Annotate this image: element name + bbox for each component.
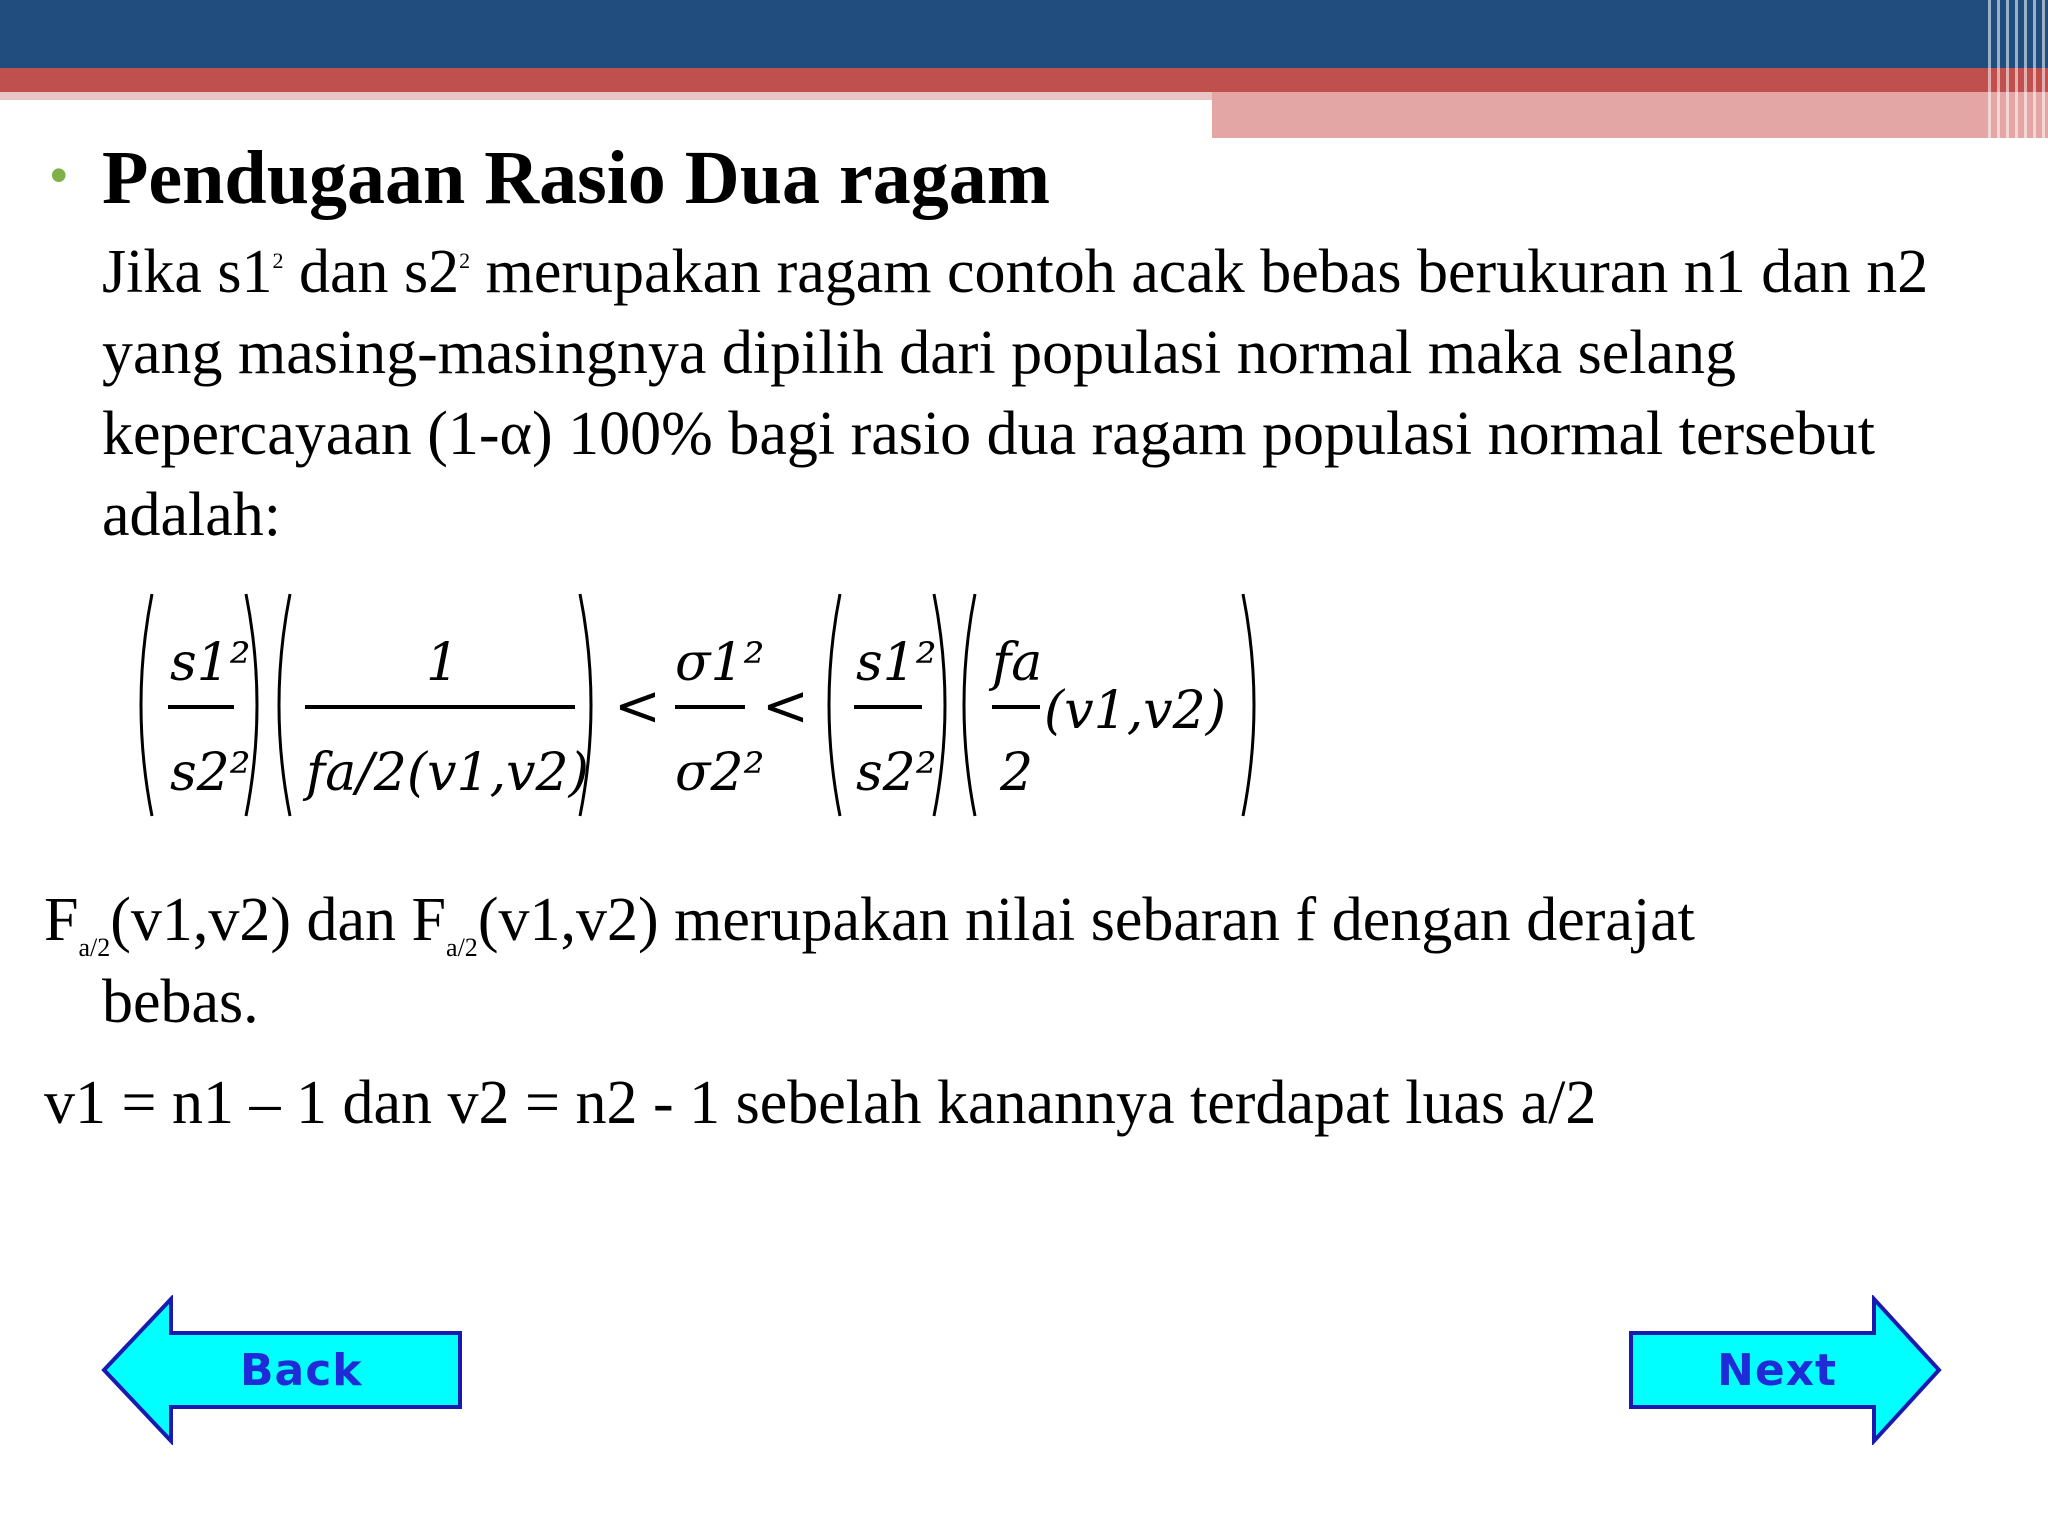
formula-s2-squared-2: s2² [856, 743, 937, 803]
formula-lt-1: < [614, 674, 661, 739]
slide-title: Pendugaan Rasio Dua ragam [102, 136, 1050, 220]
note-sub-2: a/2 [446, 933, 478, 962]
para-text-2: dan s2 [283, 238, 460, 306]
back-button[interactable] [100, 1295, 466, 1445]
header-pink-band [1212, 92, 2048, 138]
note-f-values [44, 880, 1695, 961]
para-text-3: merupakan ragam contoh acak bebas berukuran n1 dan n2 yang masing-masingnya dipilih dari populasi normal maka selang kepercayaan (1-α) 100% bagi rasio dua ragam populasi normal tersebut adalah: [102, 238, 1929, 549]
back-button-label: Back [240, 1345, 363, 1396]
note-f-values-cont: bebas. [102, 968, 259, 1036]
formula-sigma1-squared: σ1² [675, 633, 765, 693]
note-end: (v1,v2) merupakan nilai sebaran f dengan derajat [477, 886, 1695, 954]
formula-lt-2: < [762, 674, 809, 739]
formula-s1-squared-2: s1² [856, 633, 937, 693]
header-corner-stripes [1988, 0, 2048, 138]
formula-s2-squared: s2² [170, 743, 251, 803]
title-bullet: • [50, 147, 68, 203]
next-button[interactable] [1627, 1295, 1943, 1445]
formula-one: 1 [426, 633, 460, 693]
note-degrees-of-freedom: v1 = n1 – 1 dan v2 = n2 - 1 sebelah kanannya terdapat luas a/2 [44, 1069, 1597, 1137]
confidence-interval-formula [130, 580, 1280, 830]
header-blue-band [0, 0, 2048, 68]
para-text-1: Jika s1 [102, 238, 273, 306]
header-thin-line [0, 92, 1212, 100]
formula-args: (v1,v2) [1044, 681, 1227, 741]
note-F-1: F [44, 886, 79, 954]
formula-f-denominator: fa/2(v1,v2) [306, 743, 589, 803]
header-red-band [0, 68, 2048, 92]
para-sup-1: 2 [272, 248, 284, 273]
formula-fa: fa [992, 633, 1043, 693]
formula-s1-squared: s1² [170, 633, 251, 693]
note-mid: (v1,v2) dan F [110, 886, 447, 954]
formula-sigma2-squared: σ2² [675, 743, 765, 803]
note-sub-1: a/2 [78, 933, 111, 962]
intro-paragraph [102, 232, 2032, 556]
formula-two: 2 [1000, 743, 1034, 803]
next-button-label: Next [1717, 1345, 1838, 1396]
para-sup-2: 2 [459, 248, 471, 273]
